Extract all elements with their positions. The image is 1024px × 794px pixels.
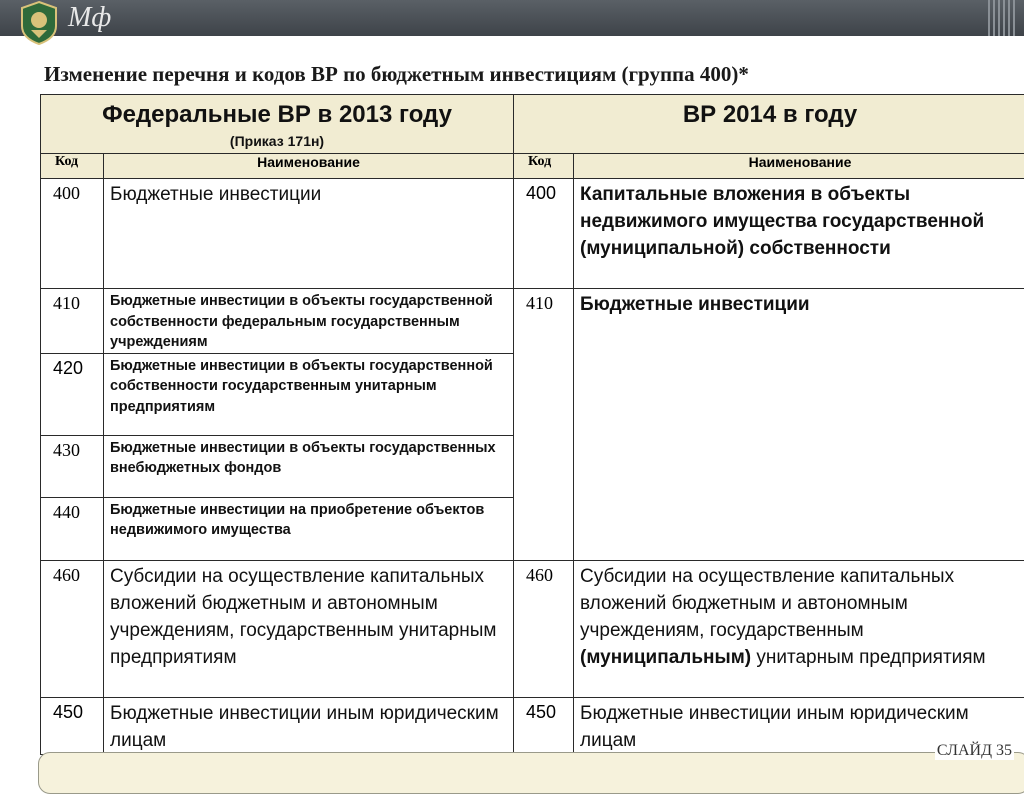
top-bar xyxy=(0,0,1024,36)
code-420-left: 420 xyxy=(41,353,104,435)
code-410-left: 410 xyxy=(41,289,104,354)
name-420-left-line2: собственности государственным унитарным предприятиям xyxy=(110,376,509,417)
col-code-left: Код xyxy=(41,154,104,179)
name-440-left-line1: Бюджетные инвестиции на приобретение объектов xyxy=(110,500,509,521)
table-row xyxy=(41,289,1024,354)
name-460-right-bold: (муниципальным) xyxy=(580,647,751,668)
col-name-left: Наименование xyxy=(104,154,514,179)
ministry-emblem-icon xyxy=(18,0,60,46)
top-bar-decoration xyxy=(988,0,1018,36)
name-440-left xyxy=(104,497,514,560)
brand-mark: Мф xyxy=(68,2,111,34)
code-450-left: 450 xyxy=(41,697,104,754)
name-440-left-line2: недвижимого имущества xyxy=(110,520,509,541)
page-title: Изменение перечня и кодов ВР по бюджетным инвестициям (группа 400)* xyxy=(44,62,1014,87)
header-2014 xyxy=(514,95,1024,154)
code-400-right: 400 xyxy=(514,179,574,289)
name-450-left: Бюджетные инвестиции иным юридическим лицам xyxy=(104,697,514,754)
name-430-left xyxy=(104,435,514,497)
name-460-right xyxy=(574,560,1024,697)
name-420-left-line1: Бюджетные инвестиции в объекты государственной xyxy=(110,356,509,377)
code-430-left: 430 xyxy=(41,435,104,497)
code-440-left: 440 xyxy=(41,497,104,560)
name-450-right: Бюджетные инвестиции иным юридическим лицам xyxy=(574,697,1024,754)
code-460-right: 460 xyxy=(514,560,574,697)
header-federal-2013-order: (Приказ 171н) xyxy=(41,129,513,149)
header-federal-2013 xyxy=(41,95,514,154)
name-400-right: Капитальные вложения в объекты недвижимого имущества государственной (муниципальной) собственности xyxy=(574,179,1024,289)
name-410-left: Бюджетные инвестиции в объекты государственной собственности федеральным государственным учреждениям xyxy=(104,289,514,354)
name-460-right-part2: унитарным предприятиям xyxy=(756,647,985,668)
footer-panel xyxy=(38,752,1024,794)
name-430-left-line1: Бюджетные инвестиции в объекты государственных xyxy=(110,438,509,459)
table-row xyxy=(41,179,1024,289)
col-name-right: Наименование xyxy=(574,154,1024,179)
name-410-right: Бюджетные инвестиции xyxy=(574,289,1024,561)
budget-codes-table xyxy=(40,94,1024,755)
header-2014-title: ВР 2014 в году xyxy=(514,95,1024,129)
code-410-right: 410 xyxy=(514,289,574,561)
header-federal-2013-title: Федеральные ВР в 2013 году xyxy=(41,95,513,129)
name-460-right-part1: Субсидии на осуществление капитальных вложений бюджетным и автономным учреждениям, государственным xyxy=(580,566,954,641)
code-460-left: 460 xyxy=(41,560,104,697)
table-row xyxy=(41,697,1024,754)
name-420-left xyxy=(104,353,514,435)
slide-number: СЛАЙД 35 xyxy=(935,742,1014,760)
name-400-left: Бюджетные инвестиции xyxy=(104,179,514,289)
code-400-left: 400 xyxy=(41,179,104,289)
name-430-left-line2: внебюджетных фондов xyxy=(110,458,509,479)
table-row xyxy=(41,560,1024,697)
col-code-right: Код xyxy=(514,154,574,179)
name-460-left: Субсидии на осуществление капитальных вложений бюджетным и автономным учреждениям, государственным унитарным предприятиям xyxy=(104,560,514,697)
code-450-right: 450 xyxy=(514,697,574,754)
